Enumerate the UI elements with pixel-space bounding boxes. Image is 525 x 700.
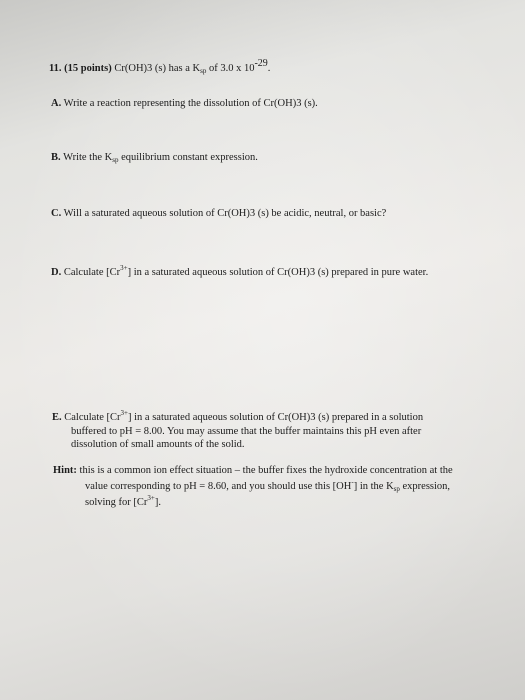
exponent: -29: [254, 58, 268, 69]
hint-text-2b: ] in the K: [353, 481, 394, 492]
part-b-text-b: equilibrium constant expression.: [121, 152, 258, 163]
part-b-label: B.: [51, 152, 61, 163]
hint-ksp-subscript: sp: [393, 485, 400, 493]
part-e-text-b: ] in a saturated aqueous solution of Cr(OH)3 (s) prepared in a solution: [128, 412, 424, 423]
part-d-text-b: ] in a saturated aqueous solution of Cr(OH)3 (s) prepared in pure water.: [127, 267, 429, 278]
part-c: [51, 207, 386, 220]
part-e-text-a: Calculate [Cr: [64, 412, 121, 423]
part-d: [51, 266, 428, 279]
part-e-line-1: [52, 411, 423, 424]
part-c-text: Will a saturated aqueous solution of Cr(OH)3 (s) be acidic, neutral, or basic?: [63, 208, 387, 219]
hint-text-2a: value corresponding to pH = 8.60, and you should use this [OH: [85, 481, 352, 492]
hint-line-2: [85, 480, 450, 493]
part-e-line-3: dissolution of small amounts of the solid.: [71, 439, 245, 450]
hint-label: Hint:: [53, 465, 77, 476]
part-a: [51, 97, 318, 110]
question-points: (15 points): [64, 63, 112, 74]
question-intro-value: of 3.0 x 10: [208, 63, 255, 74]
part-e-label: E.: [52, 412, 62, 423]
part-a-label: A.: [51, 98, 62, 109]
hint-text-2c: expression,: [402, 481, 451, 492]
part-b-text-a: Write the K: [63, 152, 113, 163]
part-b-subscript: sp: [112, 156, 119, 164]
question-11-header: [49, 58, 271, 75]
question-intro-text: Cr(OH)3 (s) has a K: [114, 63, 201, 74]
question-number: 11.: [49, 63, 62, 74]
part-b: [51, 151, 258, 164]
hint-charge: 3+: [147, 494, 155, 502]
ksp-subscript: sp: [200, 67, 207, 75]
hint-minus: -: [351, 478, 354, 486]
hint-line-1: [53, 464, 453, 477]
hint-text-3b: ].: [154, 497, 161, 508]
part-d-label: D.: [51, 267, 62, 278]
part-a-text: Write a reaction representing the dissolution of Cr(OH)3 (s).: [63, 98, 318, 109]
question-intro-end: .: [267, 63, 271, 74]
part-e-charge: 3+: [120, 409, 128, 417]
hint-line-3: [85, 496, 161, 509]
part-d-charge: 3+: [120, 264, 128, 272]
part-e-line-2: buffered to pH = 8.00. You may assume that the buffer maintains this pH even after: [71, 426, 422, 437]
hint-text-3a: solving for [Cr: [85, 497, 148, 508]
hint-text-1: this is a common ion effect situation – the buffer fixes the hydroxide concentration at the: [79, 465, 453, 476]
part-d-text-a: Calculate [Cr: [63, 267, 121, 278]
part-c-label: C.: [51, 208, 62, 219]
